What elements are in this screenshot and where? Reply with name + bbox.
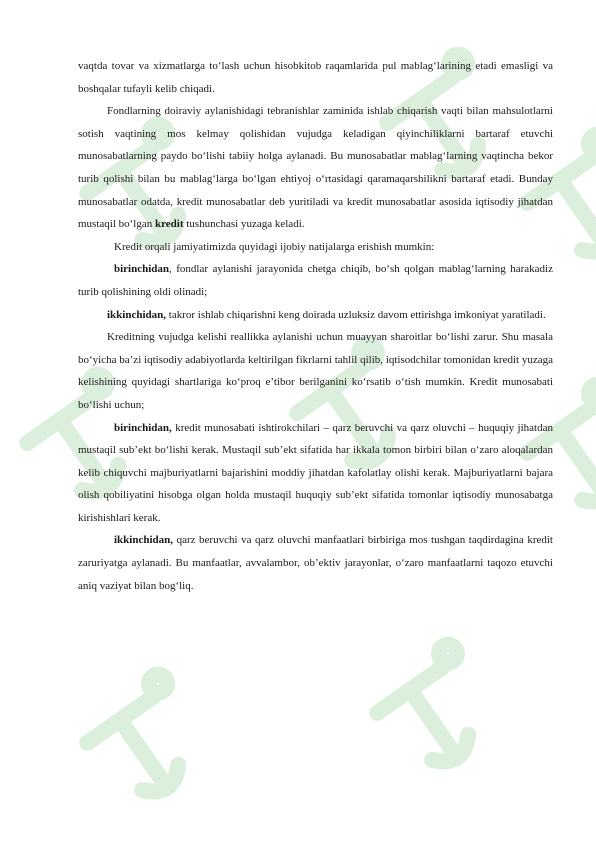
paragraph-1 (78, 55, 553, 100)
paragraph-5-text: takror ishlab chiqarishni keng doirada uzluksiz davom ettirishga imkoniyat yaratiladi. (166, 308, 546, 321)
paragraph-4-text: , fondlar aylanishi jarayonida chetga chiqib, bo‘sh qolgan mablag‘larning harakadiz turib qolishining oldi olinadi; (78, 263, 553, 298)
paragraph-2-tail: tushunchasi yuzaga keladi. (183, 218, 305, 231)
document-body (78, 55, 553, 597)
paragraph-4 (78, 258, 553, 303)
paragraph-6 (78, 326, 553, 416)
paragraph-7 (78, 417, 553, 530)
paragraph-6-text: Kreditning vujudga kelishi reallikka aylanishi uchun muayyan sharoitlar bo‘lishi zarur. Shu masala bo‘yicha ba’zi iqtisodiy adabiyotlarda keltirilgan fikrlarni tahlil qilib, iqtisodchilar tomonidan kredit yuzaga kelishining quyidagi shartlariga ko‘proq e’tibor berilganini ko‘rsatib o‘tish mumkin. Kredit munosabati bo‘lishi uchun; (78, 331, 553, 411)
watermark-mark (367, 641, 507, 780)
paragraph-8-lead: ikkinchidan, (114, 534, 174, 547)
paragraph-2 (78, 100, 553, 236)
paragraph-7-lead: birinchidan, (114, 421, 172, 434)
paragraph-5 (78, 304, 553, 327)
paragraph-8 (78, 529, 553, 597)
watermark-mark (77, 671, 217, 810)
paragraph-3-text: Kredit orqali jamiyatimizda quyidagi ijobiy natijalarga erishish mumkin: (114, 240, 435, 253)
term-kredit: kredit (155, 218, 184, 231)
paragraph-4-lead: birinchidan (114, 263, 170, 276)
paragraph-2-text: Fondlarning doiraviy aylanishidagi tebranishlar zaminida ishlab chiqarish vaqti bilan mahsulotlarni sotish vaqtining mos kelmay qolishidan vujudga keladigan qiyinchiliklarni bartaraf etuvchi munosabatlarning paydo bo‘lishi tabiiy holga aylanadi. Bu munosabatlar mablag‘larning vaqtincha bekor turib qolishi bilan bu mablag‘larga bo‘lgan ehtiyoj o‘rtasidagi qaramaqarshilikni bartaraf etadi. Bunday munosabatlar odatda, kredit munosabatlar deb yuritiladi va kredit munosabatlar asosida iqtisodiy jihatdan mustaqil bo‘lgan (78, 105, 553, 231)
paragraph-5-lead: ikkinchidan, (107, 308, 167, 321)
paragraph-1-text: vaqtda tovar va xizmatlarga to‘lash uchun hisobkitob raqamlarida pul mablag‘larining etadi emasligi va boshqalar tufayli kelib chiqadi. (78, 60, 553, 95)
paragraph-3 (78, 236, 553, 259)
paragraph-7-text: kredit munosabati ishtirokchilari – qarz beruvchi va qarz oluvchi – huquqiy jihatdan mustaqil sub’ekt bo‘lishi kerak. Mustaqil sub’ekt sifatida har ikkala tomon birbiri bilan o‘zaro aloqalardan kelib chiquvchi majburiyatlarni bajarishini moddiy jihatdan kafolatlay olishi kerak. Majburiyatlarni bajara olish qobiliyatini hisobga olgan holda mustaqil huquqiy sub’ekt sifatida tomonlar iqtisodiy munosabatga kirishishlari kerak. (78, 421, 553, 524)
paragraph-8-text: qarz beruvchi va qarz oluvchi manfaatlari birbiriga mos tushgan taqdirdagina kredit zaruriyatga aylanadi. Bu manfaatlar, avvalambor, ob’ektiv jarayonlar, o‘zaro manfaatlarni taqozo etuvchi aniq vaziyat bilan bog‘liq. (78, 534, 553, 592)
